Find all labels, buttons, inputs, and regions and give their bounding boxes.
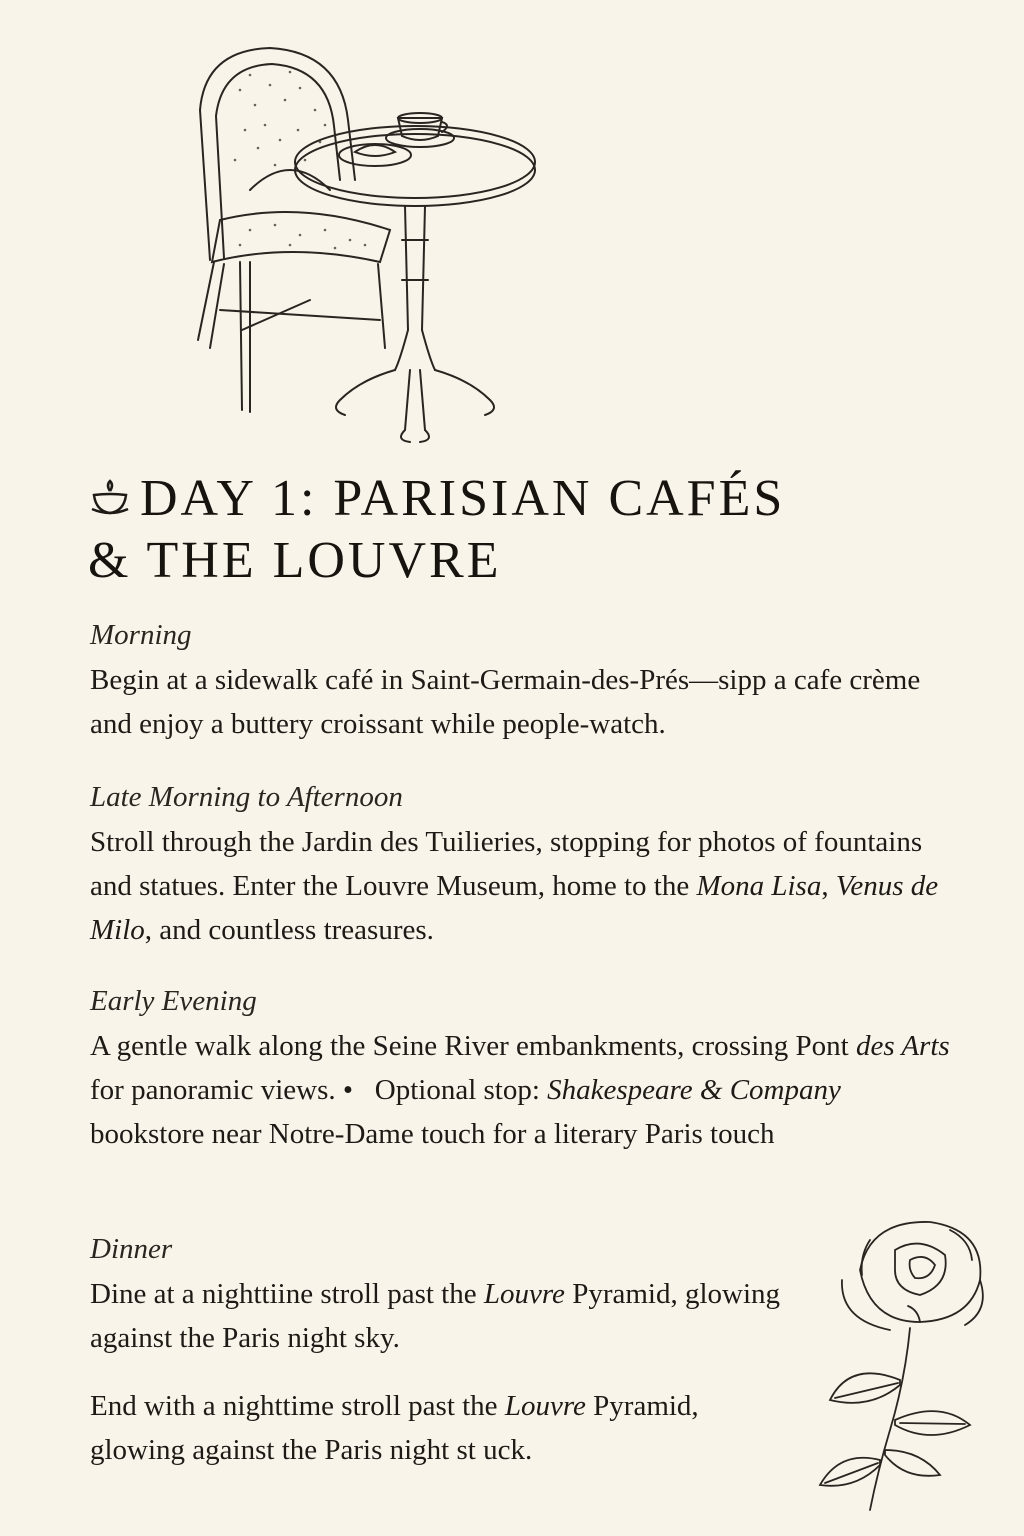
emphasis-shakespeare-company: Shakespeare & Company — [547, 1074, 841, 1106]
page-title — [88, 468, 908, 592]
section-morning — [90, 616, 950, 746]
emphasis-venus-de-milo: Venus de Milo — [90, 870, 939, 946]
emphasis-louvre-ending: Louvre — [504, 1390, 586, 1422]
emphasis-mona-lisa: Mona Lisa — [696, 870, 822, 902]
emphasis-des-arts: des Arts — [855, 1030, 950, 1062]
coffee-cup-icon — [88, 475, 132, 519]
section-dinner — [90, 1230, 810, 1360]
section-text-morning: Begin at a sidewalk café in Saint-Germain-des-Prés—sipp a cafe crème and enjoy a buttery croissant while people-watch. — [90, 664, 921, 740]
emphasis-louvre: Louvre — [483, 1278, 565, 1310]
section-early-evening — [90, 982, 957, 1156]
section-text-dinner: Dine at a nighttiine stroll past the Louvre Pyramid, glowing against the Paris night sky. — [90, 1278, 781, 1354]
section-label-morning: Morning — [90, 619, 192, 651]
section-text-late-morning: Stroll through the Jardin des Tuilieries, stopping for photos of fountains and statues. Enter the Louvre Museum, home to the Mona Lisa, Venus de Milo, and countless treasures. — [90, 826, 939, 946]
cafe-table-and-chair-illustration — [180, 30, 550, 450]
section-label-late-morning: Late Morning to Afternoon — [90, 781, 403, 813]
rose-illustration — [800, 1210, 1010, 1520]
section-late-morning — [90, 778, 950, 952]
section-label-early-evening: Early Evening — [90, 985, 257, 1017]
section-text-ending: End with a nighttime stroll past the Louvre Pyramid, glowing against the Paris night st uck. — [90, 1390, 699, 1466]
title-text: DAY 1: PARISIAN CAFÉS & THE LOUVRE — [88, 470, 786, 589]
section-label-dinner: Dinner — [90, 1233, 173, 1265]
section-ending — [90, 1384, 790, 1472]
section-text-early-evening: A gentle walk along the Seine River embankments, crossing Pont des Arts for panoramic views. • Optional stop: Shakespeare & Company bookstore near Notre-Dame touch for a literary Paris touch — [90, 1030, 957, 1150]
